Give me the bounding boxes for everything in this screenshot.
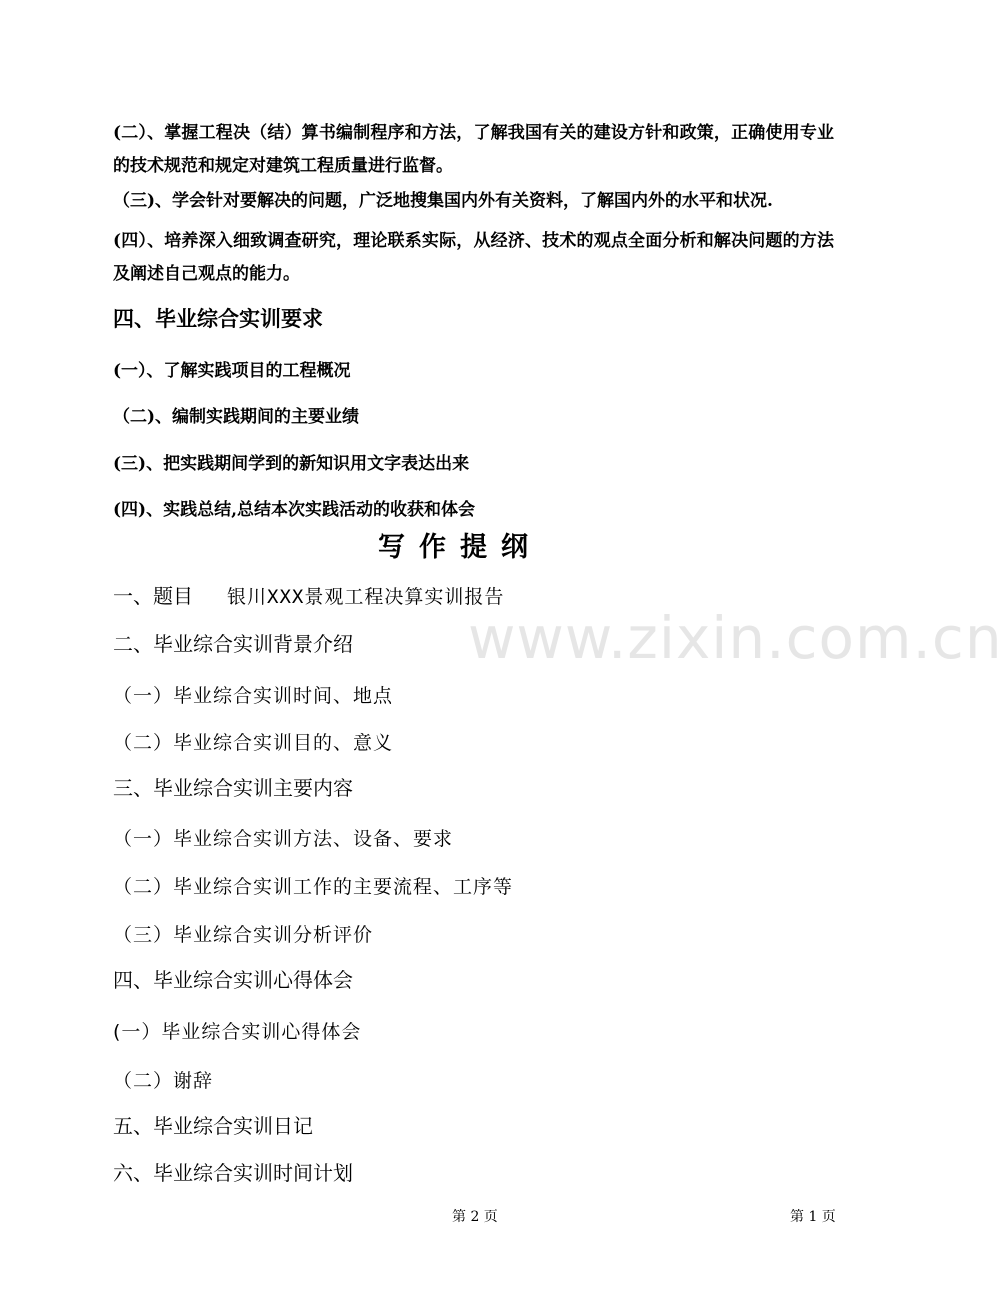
topic-label: 一、题目 [113,584,193,608]
footer-page-right: 第 1 页 [790,1209,836,1225]
requirement-item-2: （二)、编制实践期间的主要业绩 [113,407,360,427]
requirements-heading: 四、毕业综合实训要求 [113,306,323,331]
outline-section-5: 五、毕业综合实训日记 [113,1114,313,1138]
watermark: www.zixin.com.cn [468,604,1003,672]
outline-section-4-item-2: （二）谢辞 [113,1070,214,1092]
outline-section-3: 三、毕业综合实训主要内容 [113,776,353,800]
outline-section-6: 六、毕业综合实训时间计划 [113,1161,353,1185]
topic-value: 银川XXX景观工程决算实训报告 [227,586,505,608]
paragraph-4: (四）、培养深入细致调查研究，理论联系实际，从经济、技术的观点全面分析和解决问题的方法及阐述自己观点的能力。 [113,231,834,284]
outline-title: 写作提纲 [378,532,542,563]
outline-section-3-item-2: （二）毕业综合实训工作的主要流程、工序等 [113,876,514,898]
paragraph-2: (二）、掌握工程决（结）算书编制程序和方法，了解我国有关的建设方针和政策，正确使用专业的技术规范和规定对建筑工程质量进行监督。 [113,123,834,176]
outline-section-4-item-1: (一）毕业综合实训心得体会 [113,1021,362,1043]
outline-section-2: 二、毕业综合实训背景介绍 [113,632,353,656]
outline-section-4: 四、毕业综合实训心得体会 [113,968,353,992]
footer-page-center: 第 2 页 [452,1209,498,1225]
topic-line [113,582,834,611]
outline-section-2-item-1: （一）毕业综合实训时间、地点 [113,685,394,707]
outline-section-2-item-2: （二）毕业综合实训目的、意义 [113,732,394,754]
outline-section-3-item-1: （一）毕业综合实训方法、设备、要求 [113,828,454,850]
requirement-item-1: (一）、了解实践项目的工程概况 [113,361,351,381]
outline-section-3-item-3: （三）毕业综合实训分析评价 [113,924,374,946]
requirement-item-4: (四)、实践总结,总结本次实践活动的收获和体会 [113,500,476,520]
requirement-item-3: (三)、把实践期间学到的新知识用文字表达出来 [113,454,470,474]
paragraph-3: （三)、学会针对要解决的问题，广泛地搜集国内外有关资料，了解国内外的水平和状况. [113,191,773,211]
